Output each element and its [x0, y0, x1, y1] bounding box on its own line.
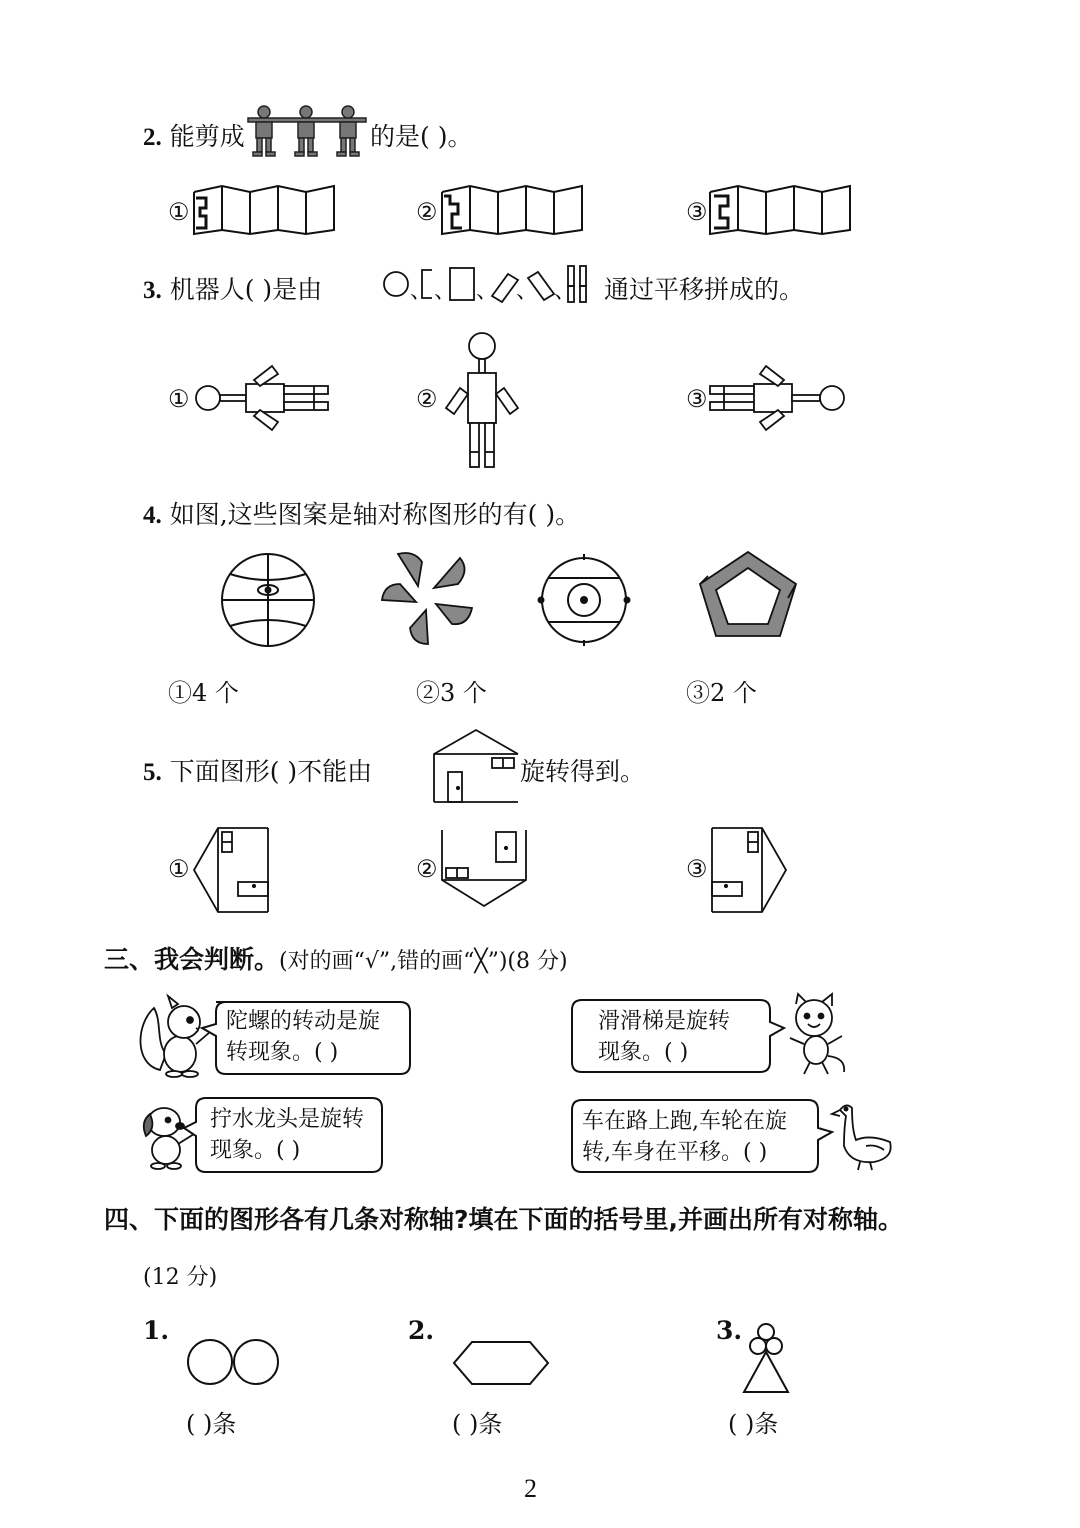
two-circles-figure — [184, 1338, 284, 1388]
section4-title: 四、下面的图形各有几条对称轴?填在下面的括号里,并画出所有对称轴。 — [104, 1205, 904, 1234]
s4-item-1-answer: ( )条 — [186, 1410, 237, 1438]
bubble-3-line1: 拧水龙头是旋转 — [210, 1107, 365, 1132]
s4-item-3-answer: ( )条 — [728, 1410, 779, 1438]
q5-house-figure — [432, 726, 520, 806]
q2-option-2-label: ② — [416, 198, 438, 226]
bubble-2-line2: 现象。( ) — [598, 1040, 689, 1065]
q5-option-3-label: ③ — [686, 855, 708, 883]
q3-text-after: 通过平移拼成的。 — [604, 275, 805, 304]
q4-pattern-target — [536, 552, 636, 648]
q2-text-before: 能剪成 — [169, 122, 245, 151]
q5-option-3-house — [710, 826, 790, 914]
q5-option-1-label: ① — [168, 855, 190, 883]
q2-option-2-folded-paper — [440, 184, 586, 236]
s4-item-3-number: 3. — [716, 1316, 743, 1345]
section4-score: (12 分) — [143, 1265, 218, 1290]
q5-number: 5. — [143, 759, 162, 786]
q2-option-3-label: ③ — [686, 198, 708, 226]
speech-bubble-1 — [226, 1006, 380, 1068]
bubble-3-line2: 现象。( ) — [210, 1138, 301, 1163]
q3-option-1-label: ① — [168, 385, 190, 413]
q4-option-1: ①4 个 — [168, 679, 239, 707]
bubble-4-line1: 车在路上跑,车轮在旋 — [582, 1109, 787, 1134]
q5-text-before: 下面图形( )不能由 — [169, 757, 373, 786]
q2-line — [143, 117, 245, 153]
q3-robot-2 — [442, 330, 522, 470]
section3-title: 三、我会判断。 — [104, 945, 280, 974]
q5-line — [143, 752, 372, 788]
q3-option-2-label: ② — [416, 385, 438, 413]
s4-item-2-number: 2. — [408, 1316, 435, 1345]
q5-option-2-label: ② — [416, 855, 438, 883]
goose-cartoon — [830, 1100, 898, 1172]
q3-robot-3 — [708, 358, 850, 438]
q5-option-2-house — [440, 828, 530, 908]
page-number: 2 — [524, 1474, 537, 1503]
q4-pattern-pentagon-frame — [696, 548, 800, 640]
q2-figure-image — [246, 104, 368, 160]
speech-bubble-4 — [582, 1106, 787, 1168]
q2-option-1-label: ① — [168, 198, 190, 226]
q2-option-1-folded-paper — [192, 184, 338, 236]
q2-option-3-folded-paper — [708, 184, 854, 236]
speech-bubble-2 — [598, 1006, 730, 1068]
q4-text: 如图,这些图案是轴对称图形的有( )。 — [169, 500, 581, 529]
section3-heading — [104, 940, 568, 976]
q2-number: 2. — [143, 124, 162, 151]
q3-option-3-label: ③ — [686, 385, 708, 413]
bubble-2-line1: 滑滑梯是旋转 — [598, 1009, 731, 1034]
bubble-4-line2: 转,车身在平移。( ) — [582, 1140, 768, 1165]
q4-option-2: ②3 个 — [416, 679, 487, 707]
q3-robot-1 — [192, 358, 332, 438]
section3-note: (对的画“√”,错的画“╳”)(8 分) — [279, 949, 568, 974]
q4-pattern-petals — [378, 548, 476, 646]
q3-line — [143, 270, 322, 306]
q3-sep-1: 、 — [410, 279, 433, 304]
q3-shape-pieces — [382, 262, 604, 306]
q5-text-after: 旋转得到。 — [520, 757, 646, 786]
q2-text-after: 的是( )。 — [370, 122, 473, 151]
q4-number: 4. — [143, 502, 162, 529]
speech-bubble-3 — [210, 1104, 364, 1166]
q3-sep-5: 、 — [554, 279, 577, 304]
cat-cartoon — [782, 992, 850, 1076]
q3-sep-2: 、 — [434, 279, 457, 304]
q3-sep-4: 、 — [516, 279, 539, 304]
circles-triangle-figure — [740, 1322, 792, 1394]
q4-line — [143, 495, 580, 531]
s4-item-1-number: 1. — [143, 1316, 170, 1345]
hexagon-figure — [452, 1340, 550, 1386]
q4-option-3: ③2 个 — [686, 679, 757, 707]
q5-option-1-house — [192, 826, 272, 914]
q4-pattern-globe — [220, 552, 316, 648]
bubble-1-line1: 陀螺的转动是旋 — [226, 1009, 381, 1034]
s4-item-2-answer: ( )条 — [452, 1410, 503, 1438]
q3-number: 3. — [143, 277, 162, 304]
bubble-1-line2: 转现象。( ) — [226, 1040, 339, 1065]
q3-sep-3: 、 — [476, 279, 499, 304]
q3-text-before: 机器人( )是由 — [169, 275, 323, 304]
